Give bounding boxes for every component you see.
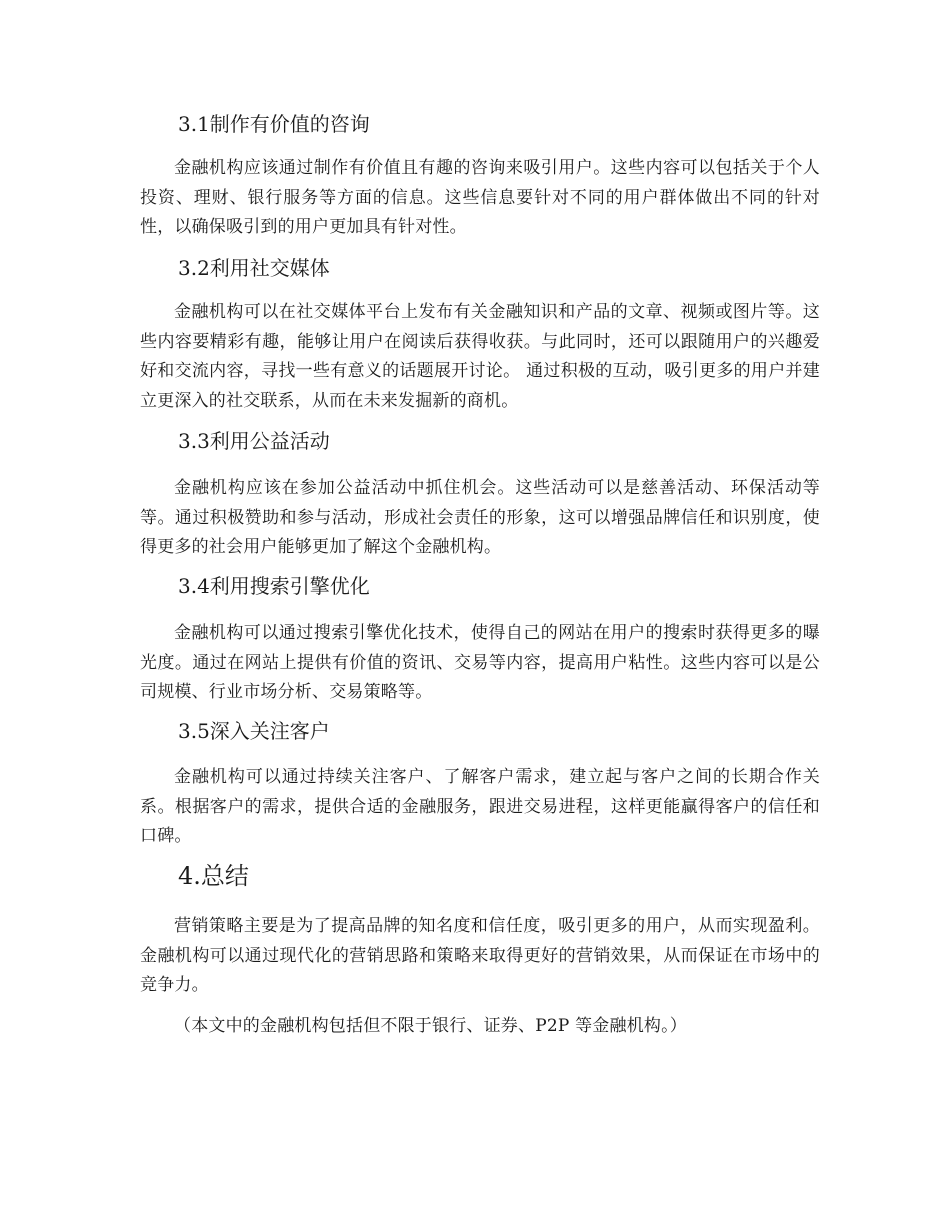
paragraph: 金融机构可以通过持续关注客户、了解客户需求，建立起与客户之间的长期合作关系。根据客户的需求，提供合适的金融服务，跟进交易进程，这样更能赢得客户的信任和口碑。 [140,767,820,846]
paragraph: 金融机构应该在参加公益活动中抓住机会。这些活动可以是慈善活动、环保活动等等。通过积极赞助和参与活动，形成社会责任的形象，这可以增强品牌信任和识别度，使得更多的社会用户能够更加了解这个金融机构。 [140,478,820,557]
section-heading-3-5: 3.5深入关注客户 [178,719,330,743]
summary-body [140,912,820,1001]
section-body-3-5 [140,763,820,852]
paragraph: 金融机构可以在社交媒体平台上发布有关金融知识和产品的文章、视频或图片等。这些内容要精彩有趣，能够让用户在阅读后获得收获。与此同时，还可以跟随用户的兴趣爱好和交流内容，寻找一些有意义的话题展开讨论。 通过积极的互动，吸引更多的用户并建立更深入的社交联系，从而在未来发掘新的商机。 [140,302,820,411]
section-heading-3-3: 3.3利用公益活动 [178,429,330,453]
footnote-paragraph: （本文中的金融机构包括但不限于银行、证券、P2P 等金融机构。） [174,1016,687,1036]
section-heading-3-2: 3.2利用社交媒体 [178,256,330,280]
section-body-3-3 [140,474,820,563]
paragraph: 营销策略主要是为了提高品牌的知名度和信任度，吸引更多的用户，从而实现盈利。金融机构可以通过现代化的营销思路和策略来取得更好的营销效果，从而保证在市场中的竞争力。 [140,916,820,995]
section-body-3-2 [140,298,820,416]
summary-note [140,1012,820,1042]
summary-heading: 4.总结 [178,862,249,890]
paragraph: 金融机构应该通过制作有价值且有趣的咨询来吸引用户。这些内容可以包括关于个人投资、理财、银行服务等方面的信息。这些信息要针对不同的用户群体做出不同的针对性，以确保吸引到的用户更加具有针对性。 [140,158,820,237]
section-heading-3-1: 3.1制作有价值的咨询 [178,112,370,136]
section-body-3-1 [140,154,820,243]
paragraph: 金融机构可以通过搜索引擎优化技术，使得自己的网站在用户的搜索时获得更多的曝光度。通过在网站上提供有价值的资讯、交易等内容，提高用户粘性。这些内容可以是公司规模、行业市场分析、交易策略等。 [140,623,820,702]
section-heading-3-4: 3.4利用搜索引擎优化 [178,574,370,598]
section-body-3-4 [140,619,820,708]
